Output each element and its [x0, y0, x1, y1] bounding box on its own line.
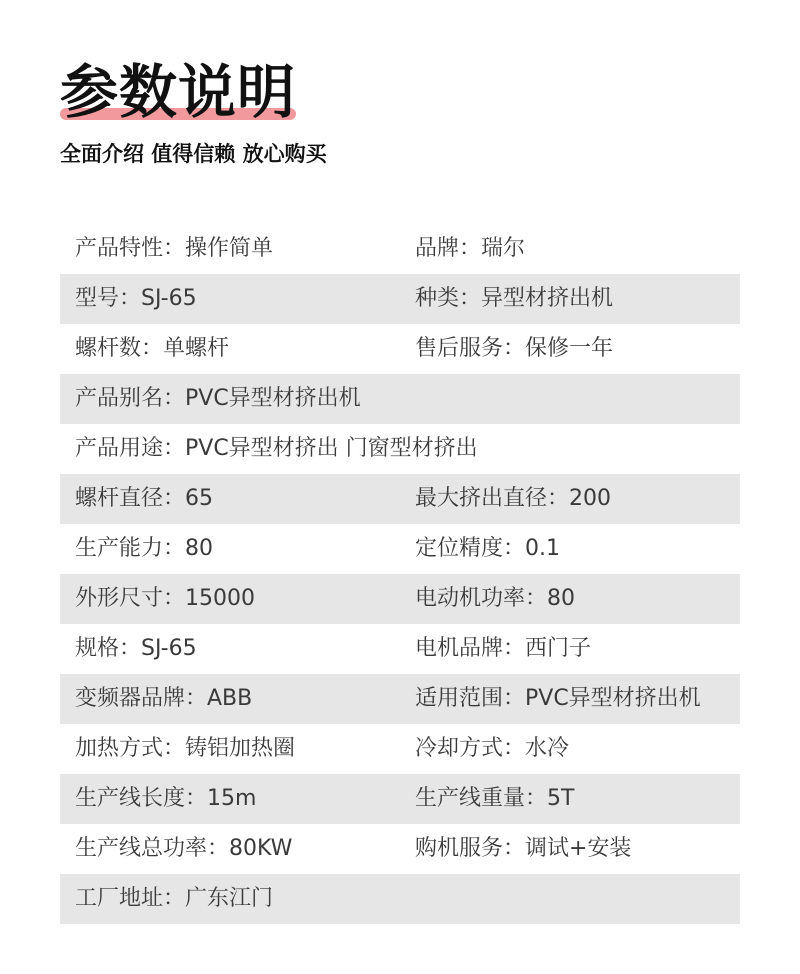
spec-row — [60, 474, 740, 524]
spec-row — [60, 224, 740, 274]
spec-left-cell: 型号：SJ-65 — [75, 286, 197, 311]
spec-right-cell: 生产线重量：5T — [415, 786, 575, 811]
spec-row — [60, 824, 740, 874]
spec-left-cell: 产品特性：操作简单 — [75, 236, 274, 261]
spec-row — [60, 724, 740, 774]
spec-right-cell: 售后服务：保修一年 — [415, 336, 614, 361]
spec-left-cell: 螺杆直径：65 — [75, 486, 213, 511]
spec-left-cell: 规格：SJ-65 — [75, 636, 197, 661]
spec-left-cell: 生产线长度：15m — [75, 786, 257, 811]
spec-right-cell: 电动机功率：80 — [415, 586, 575, 611]
spec-left-cell: 工厂地址：广东江门 — [75, 886, 274, 911]
spec-row — [60, 374, 740, 424]
spec-right-cell: 定位精度：0.1 — [415, 536, 560, 561]
spec-row — [60, 274, 740, 324]
spec-right-cell: 电机品牌：西门子 — [415, 636, 592, 661]
title-block — [60, 56, 296, 128]
spec-right-cell: 冷却方式：水冷 — [415, 736, 570, 761]
spec-table — [60, 224, 740, 924]
spec-row — [60, 874, 740, 924]
page-subtitle: 全面介绍 值得信赖 放心购买 — [60, 142, 327, 166]
spec-right-cell: 种类：异型材挤出机 — [415, 286, 614, 311]
spec-right-cell: 最大挤出直径：200 — [415, 486, 611, 511]
spec-right-cell: 品牌：瑞尔 — [415, 236, 526, 261]
spec-row — [60, 774, 740, 824]
page-title: 参数说明 — [60, 58, 297, 126]
spec-left-cell: 生产线总功率：80KW — [75, 836, 293, 861]
spec-row — [60, 424, 740, 474]
spec-row — [60, 524, 740, 574]
spec-right-cell: 购机服务：调试+安装 — [415, 836, 632, 861]
spec-left-cell: 产品别名：PVC异型材挤出机 — [75, 386, 361, 411]
spec-left-cell: 生产能力：80 — [75, 536, 213, 561]
spec-left-cell: 产品用途：PVC异型材挤出 门窗型材挤出 — [75, 436, 478, 461]
spec-left-cell: 加热方式：铸铝加热圈 — [75, 736, 296, 761]
spec-right-cell: 适用范围：PVC异型材挤出机 — [415, 686, 701, 711]
spec-row — [60, 574, 740, 624]
spec-row — [60, 674, 740, 724]
spec-row — [60, 624, 740, 674]
spec-row — [60, 324, 740, 374]
spec-left-cell: 变频器品牌：ABB — [75, 686, 253, 711]
page-header — [60, 56, 327, 168]
spec-left-cell: 螺杆数：单螺杆 — [75, 336, 230, 361]
spec-left-cell: 外形尺寸：15000 — [75, 586, 255, 611]
